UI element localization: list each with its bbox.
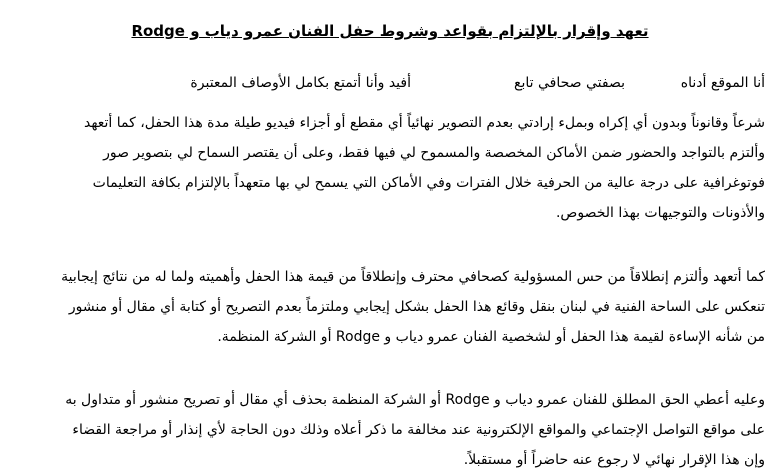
paragraph-line: شرعاً وقانوناً وبدون أي إكراه وبملء إرادتي بعدم التصوير نهائياً أي مقطع أو أجزاء فيديو طيلة مدة هذا الحفل، كما أتعهد bbox=[83, 115, 765, 131]
paragraph-line: تنعكس على الساحة الفنية في لبنان بنقل وقائع هذا الحفل بشكل إيجابي وملتزماً بعدم التصريح أو كتابة أي مقال أو منشور bbox=[68, 299, 765, 315]
paragraph-line: كما أتعهد وألتزم إنطلاقاً من حس المسؤولية كصحافي محترف وإنطلاقاً من قيمة هذا الحفل وأهميته ولما له من نتائج إيجابية bbox=[61, 269, 765, 285]
paragraph-line: والأذونات والتوجيهات بهذا الخصوص. bbox=[555, 205, 765, 221]
paragraph-rights bbox=[16, 385, 765, 475]
intro-signer: أنا الموقع أدناه bbox=[680, 75, 765, 91]
intro-declaration: أفيد وأنا أتمتع بكامل الأوصاف المعتبرة bbox=[190, 75, 411, 91]
paragraph-line: من شأنه الإساءة لقيمة هذا الحفل أو لشخصية الفنان عمرو دياب و Rodge أو الشركة المنظمة. bbox=[217, 329, 765, 345]
paragraph-line: وإن هذا الإقرار نهائي لا رجوع عنه حاضراً أو مستقبلاً. bbox=[463, 452, 765, 468]
paragraph-line: على مواقع التواصل الإجتماعي والمواقع الإلكترونية عند مخالفة ما ذكر أعلاه وذلك دون الحاجة لأي إنذار أو مراجعة القضاء bbox=[72, 422, 765, 438]
intro-line bbox=[15, 75, 765, 97]
paragraph-line: وألتزم بالتواجد والحضور ضمن الأماكن المخصصة والمسموح لي فيها فقط، وعلى أن يقتصر السماح لي بتصوير صور bbox=[103, 145, 765, 161]
document-title: تعهد وإقرار بالإلتزام بقواعد وشروط حفل الفنان عمرو دياب و Rodge bbox=[131, 22, 649, 40]
intro-role: بصفتي صحافي تابع bbox=[514, 75, 625, 91]
paragraph-line: وعليه أعطي الحق المطلق للفنان عمرو دياب و Rodge أو الشركة المنظمة بحذف أي مقال أو تصريح منشور أو متداول به bbox=[65, 392, 765, 408]
paragraph-responsibility bbox=[16, 262, 765, 352]
paragraph-photography-rules bbox=[16, 108, 765, 228]
paragraph-line: فوتوغرافية على درجة عالية من الحرفية خلال الفترات وفي الأماكن التي يسمح لي بها متعهداً بالإلتزام بكافة التعليمات bbox=[92, 175, 765, 191]
